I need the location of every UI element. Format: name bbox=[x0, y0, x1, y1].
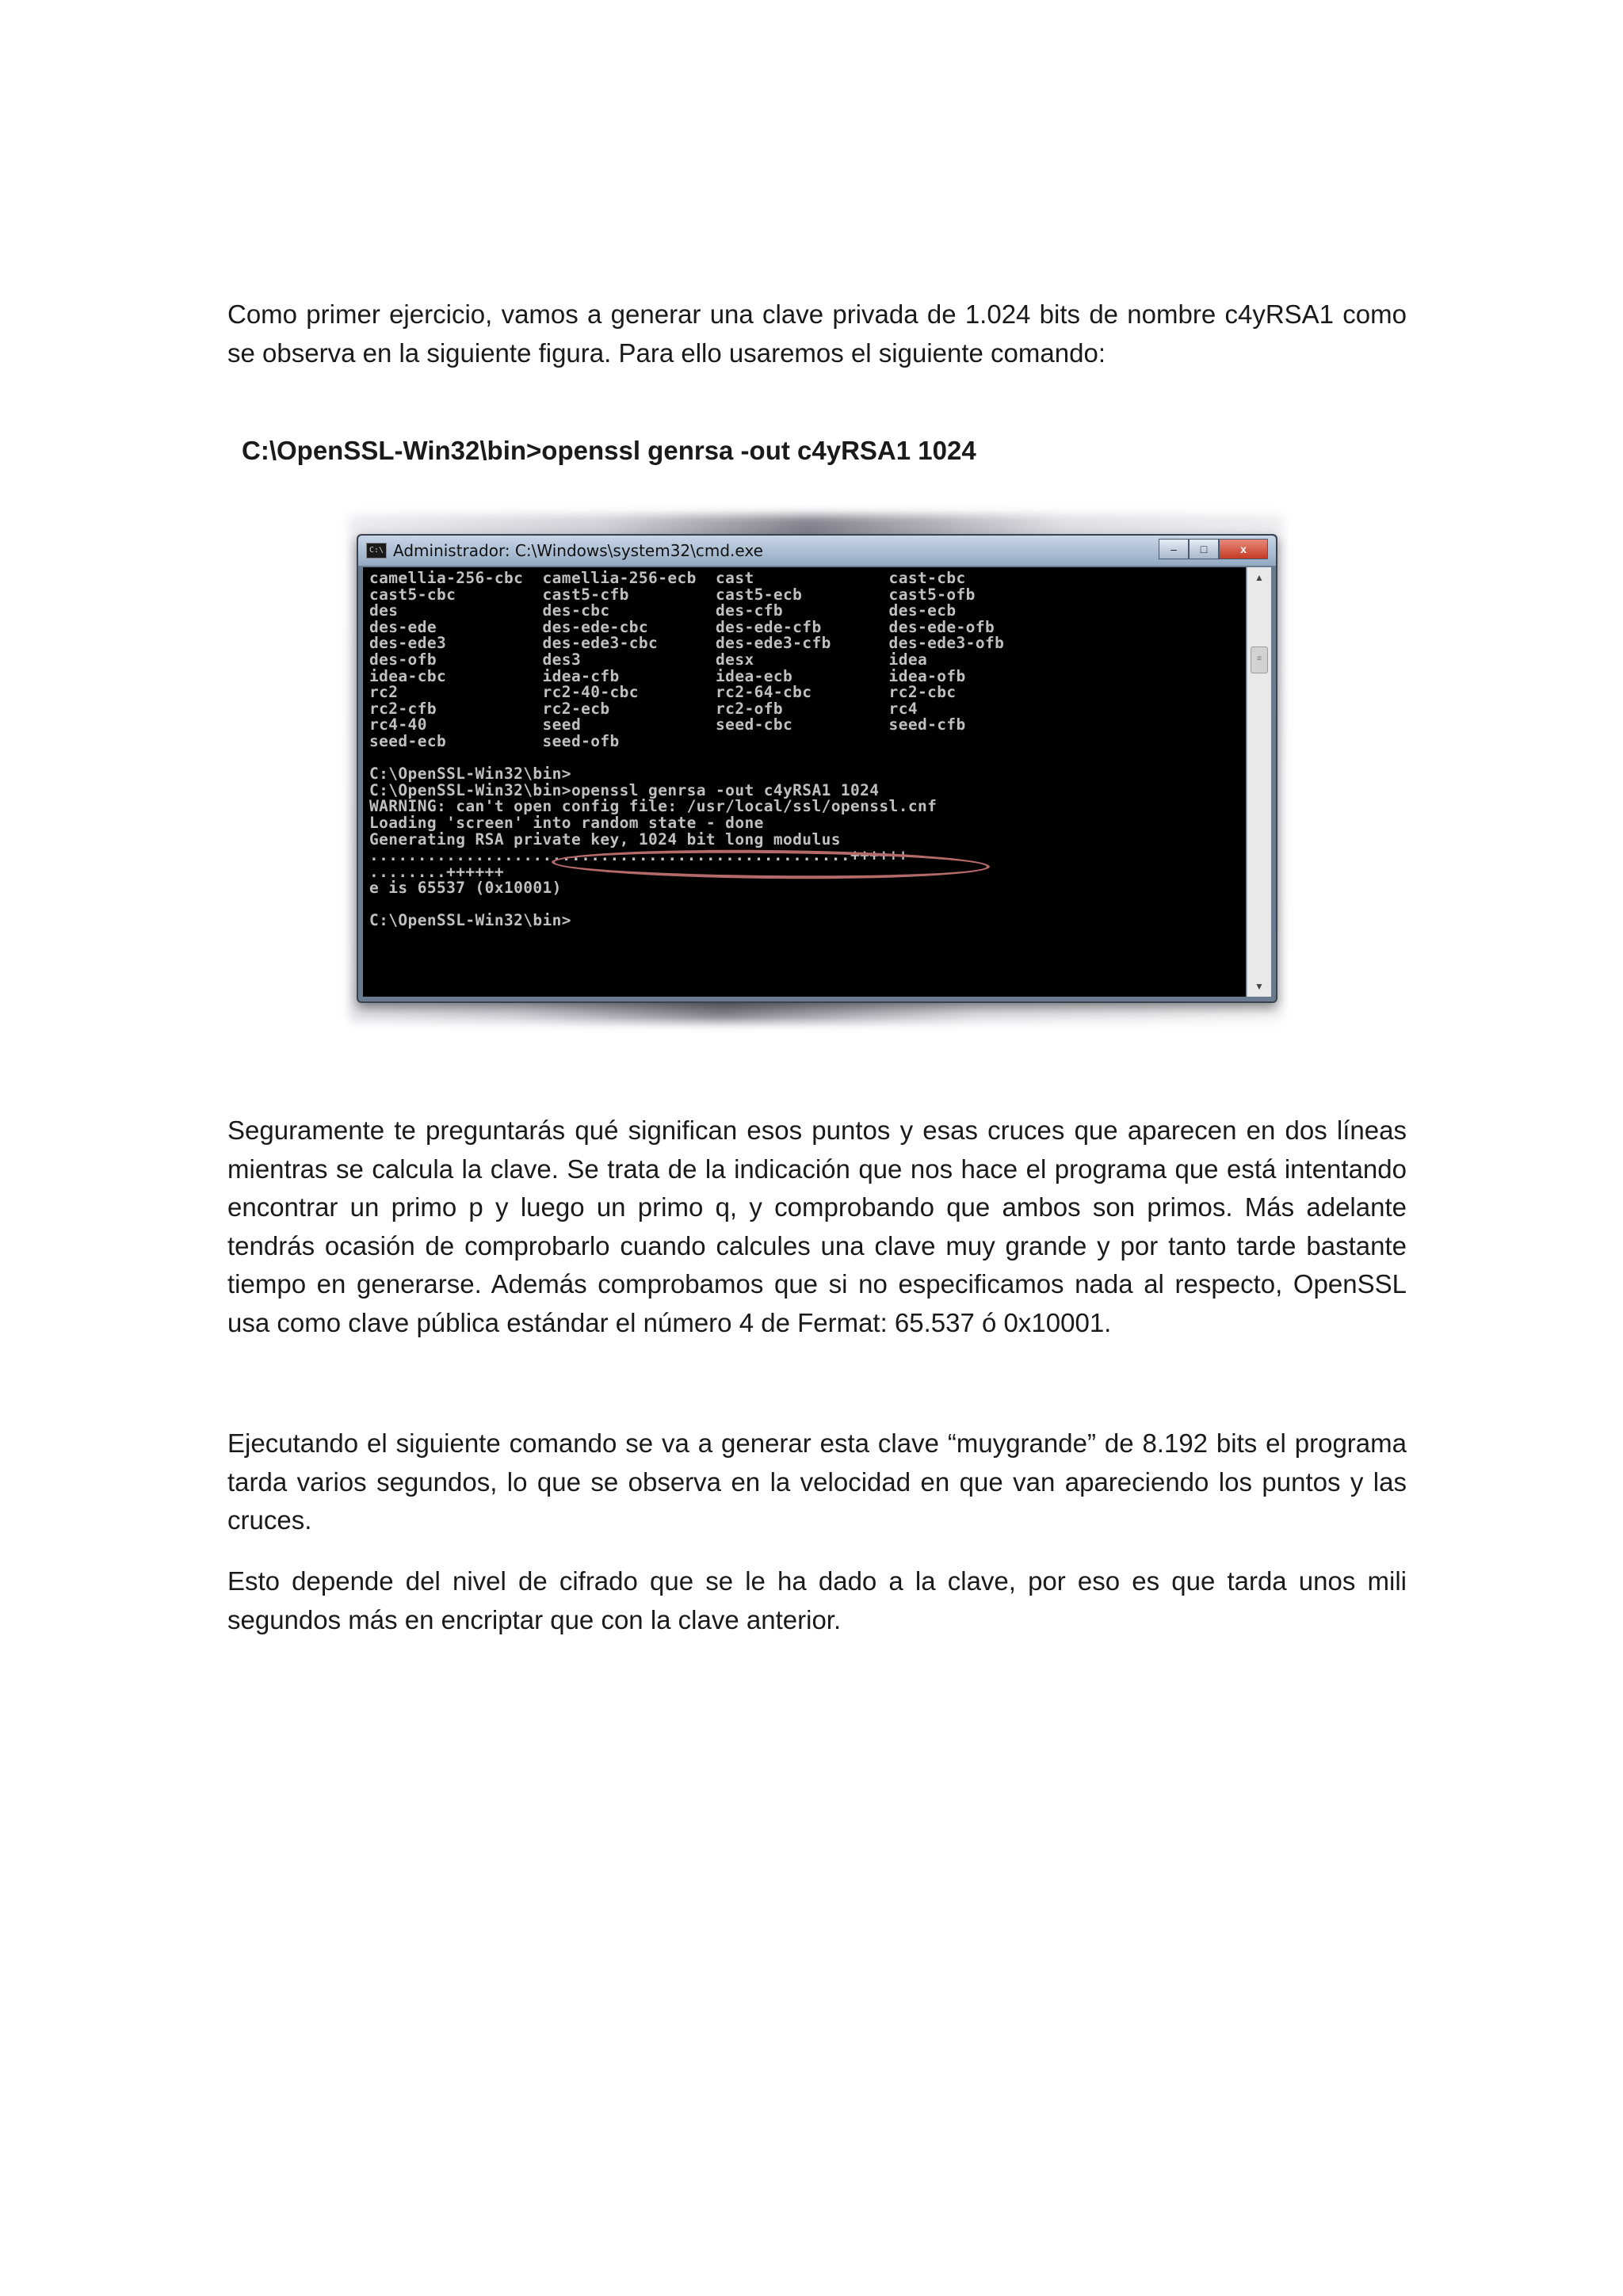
window-controls bbox=[1159, 539, 1268, 561]
window-titlebar bbox=[358, 536, 1276, 566]
console-output[interactable] bbox=[363, 567, 1246, 997]
explanation-paragraph: Seguramente te preguntarás qué significan esos puntos y esas cruces que aparecen en dos líneas mientras se calcula la clave. Se trata de la indicación que nos hace el programa que está intentando encontrar un primo p y luego un primo q, y comprobando que ambos son primos. Más adelante tendrás ocasión de comprobarlo cuando calcules una clave muy grande y por tanto tarde bastante tiempo en generarse. Además comprobamos que si no especificamos nada al respecto, OpenSSL usa como clave pública estándar el número 4 de Fermat: 65.537 ó 0x10001. bbox=[227, 1116, 1407, 1337]
scroll-up-icon[interactable]: ▲ bbox=[1254, 572, 1264, 583]
cmd-icon: C:\ bbox=[366, 543, 387, 559]
window-title: Administrador: C:\Windows\system32\cmd.exe bbox=[393, 541, 763, 560]
command-line: C:\OpenSSL-Win32\bin>openssl genrsa -out c4yRSA1 1024 bbox=[242, 436, 976, 465]
second-command-paragraph: Ejecutando el siguiente comando se va a generar esta clave “muygrande” de 8.192 bits el programa tarda varios segundos, lo que se observa en la velocidad en que van apareciendo los puntos y las cruces. bbox=[227, 1428, 1407, 1535]
minimize-button[interactable]: – bbox=[1159, 539, 1189, 559]
maximize-button[interactable]: □ bbox=[1189, 539, 1219, 559]
console-text: camellia-256-cbc camellia-256-ecb cast cast-cbc cast5-cbc cast5-cfb cast5-ecb cast5-ofb des des-cbc des-cfb des-ecb des-ede des-ede-cbc des-ede-cfb des-ede-ofb des-ede3 des-ede3-cbc des-ede3-cfb des-ede3-ofb des-ofb des3 desx idea idea-cbc idea-cfb idea-ecb idea-ofb rc2 rc2-40-cbc rc2-64-cbc rc2-cbc rc2-cfb rc2-ecb rc2-ofb rc4 rc4-40 seed seed-cbc seed-cfb seed-ecb seed-ofb C:\OpenSSL-Win32\bin> C:\OpenSSL-Win32\bin>openssl genrsa -out c4yRSA1 1024 WARNING: can't open config file: /usr/local/ssl/openssl.cnf Loading 'screen' into random state - done Generating RSA private key, 1024 bit long modulus ..................................................++++++ ........++++++ e is 65537 (0x10001) C:\OpenSSL-Win32\bin> bbox=[369, 569, 1005, 930]
close-button[interactable]: x bbox=[1219, 539, 1268, 559]
vertical-scrollbar[interactable] bbox=[1247, 567, 1271, 997]
conclusion-paragraph: Esto depende del nivel de cifrado que se le ha dado a la clave, por eso es que tarda unos mili segundos más en encriptar que con la clave anterior. bbox=[227, 1566, 1407, 1634]
intro-paragraph: Como primer ejercicio, vamos a generar una clave privada de 1.024 bits de nombre c4yRSA1 como se observa en la siguiente figura. Para ello usaremos el siguiente comando: bbox=[227, 299, 1407, 368]
cmd-window bbox=[357, 534, 1277, 1003]
scroll-down-icon[interactable]: ▼ bbox=[1254, 981, 1264, 992]
cmd-screenshot-figure bbox=[349, 515, 1284, 1022]
scroll-thumb[interactable]: ≡ bbox=[1251, 646, 1268, 673]
